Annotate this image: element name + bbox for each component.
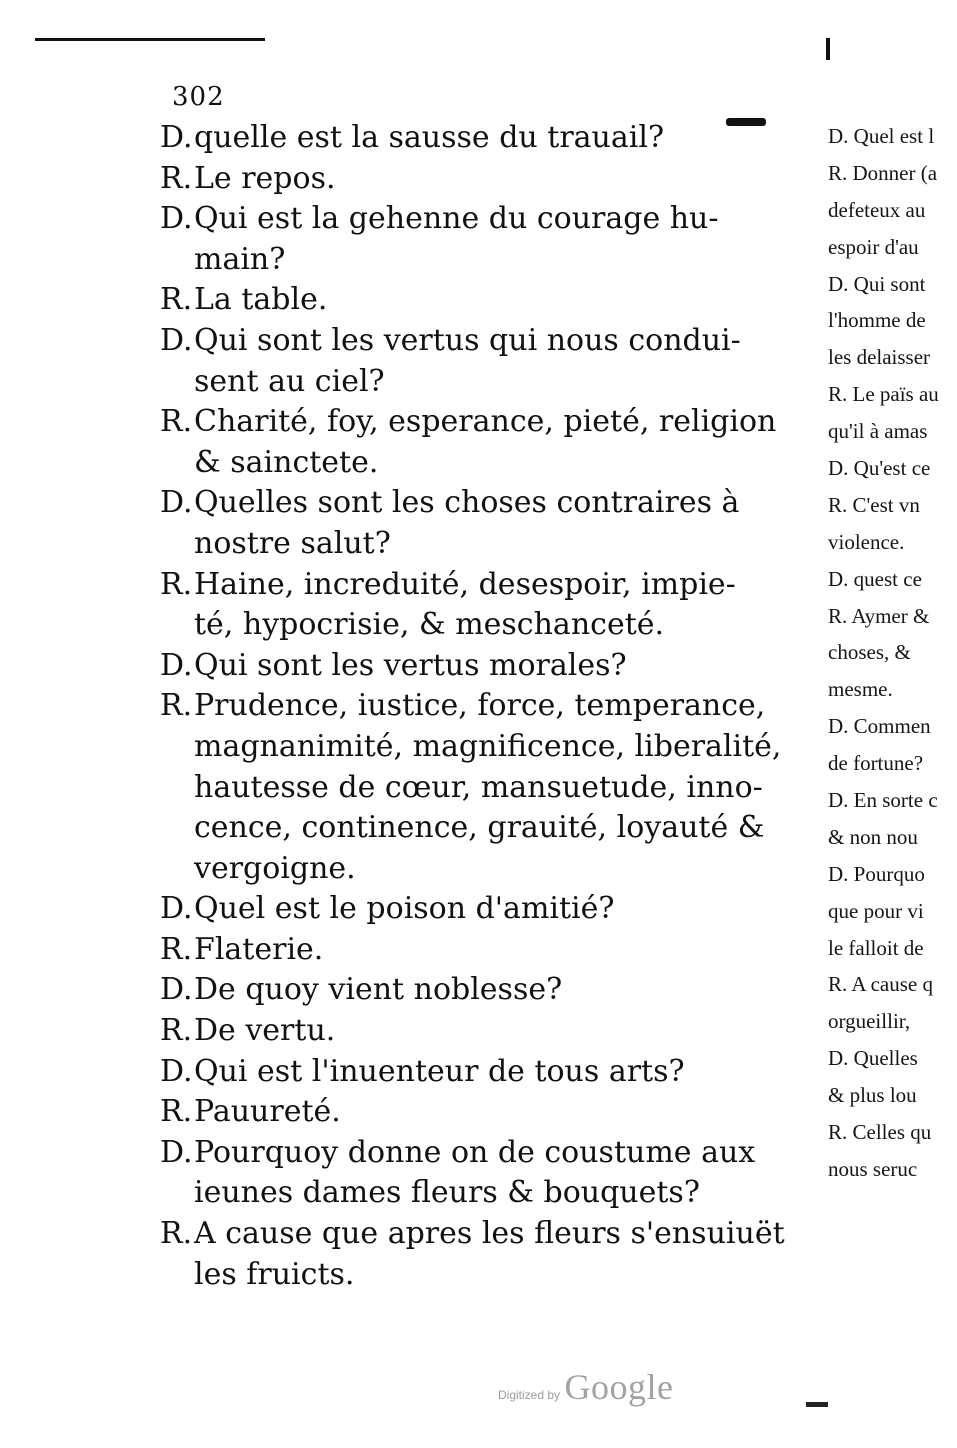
facing-fragment: & non nou <box>828 824 918 849</box>
facing-fragment: choses, & <box>828 640 911 665</box>
entry-line: vergoigne. <box>194 850 356 886</box>
facing-fragment: D. Qu'est ce <box>828 456 931 481</box>
facing-fragment: orgueillir, <box>828 1009 911 1034</box>
watermark-brand: Google <box>564 1367 674 1407</box>
entry-line: Qui sont les vertus morales? <box>194 647 627 683</box>
entry-17 <box>160 1133 790 1214</box>
corner-mark <box>806 1402 828 1407</box>
entry-6 <box>160 402 790 483</box>
facing-fragment: espoir d'au <box>828 234 919 259</box>
gutter-mark <box>826 38 830 60</box>
facing-fragment: R. Celles qu <box>828 1120 932 1145</box>
facing-fragment: & plus lou <box>828 1083 917 1108</box>
entry-1 <box>160 118 790 159</box>
entry-line: quelle est la sausse du trauail? <box>194 120 665 155</box>
entry-line: Qui sont les vertus qui nous condui- <box>194 322 741 358</box>
facing-fragment: R. Le païs au <box>828 382 939 407</box>
entry-line: cence, continence, grauité, loyauté & <box>194 810 765 846</box>
entry-line: magnanimité, magnificence, liberalité, <box>194 728 782 764</box>
entry-line: Quel est le poison d'amitié? <box>194 891 615 927</box>
digitized-watermark <box>498 1366 673 1408</box>
facing-fragment: de fortune? <box>828 751 924 776</box>
entry-15 <box>160 1052 790 1093</box>
entry-5 <box>160 321 790 402</box>
facing-fragment: violence. <box>828 529 905 554</box>
entry-line: sent au ciel? <box>194 363 385 399</box>
entry-line: Quelles sont les choses contraires à <box>194 485 740 521</box>
entry-line: A cause que apres les fleurs s'ensuiuët <box>194 1216 785 1252</box>
entry-label: R. <box>160 160 193 196</box>
facing-fragment: mesme. <box>828 677 893 702</box>
entry-3 <box>160 199 790 280</box>
entry-label: D. <box>160 1134 193 1170</box>
facing-fragment: D. Qui sont <box>828 271 926 296</box>
facing-fragment: defeteux au <box>828 197 926 222</box>
facing-fragment: D. En sorte c <box>828 788 938 813</box>
entry-label: R. <box>160 1094 193 1130</box>
facing-fragment: nous seruc <box>828 1156 918 1181</box>
facing-fragment: l'homme de <box>828 308 926 333</box>
entry-7 <box>160 483 790 564</box>
entry-label: R. <box>160 404 193 440</box>
facing-fragment: R. Aymer & <box>828 603 930 628</box>
facing-page-gutter <box>828 118 957 1318</box>
entry-line: nostre salut? <box>194 525 391 561</box>
facing-fragment: qu'il à amas <box>828 419 928 444</box>
facing-fragment: R. A cause q <box>828 972 933 997</box>
entry-line: Flaterie. <box>194 931 324 967</box>
facing-fragment: que pour vi <box>828 898 924 923</box>
entry-13 <box>160 970 790 1011</box>
entry-9 <box>160 646 790 687</box>
entry-line: De quoy vient noblesse? <box>194 972 563 1008</box>
entry-11 <box>160 889 790 930</box>
entry-4 <box>160 280 790 321</box>
facing-fragment: D. Quelles <box>828 1046 918 1071</box>
entry-8 <box>160 565 790 646</box>
entry-label: D. <box>160 120 193 155</box>
entry-label: D. <box>160 322 193 358</box>
entry-2 <box>160 159 790 200</box>
entry-line: Prudence, iustice, force, temperance, <box>194 688 766 724</box>
entry-label: R. <box>160 688 193 724</box>
main-text <box>160 118 790 1295</box>
facing-fragment: les delaisser <box>828 345 931 370</box>
top-rule <box>35 38 265 41</box>
entry-line: Qui est l'inuenteur de tous arts? <box>194 1053 685 1089</box>
entry-line: Qui est la gehenne du courage hu- <box>194 201 719 237</box>
entry-line: les fruicts. <box>194 1256 355 1292</box>
entry-line: Charité, foy, esperance, pieté, religion <box>194 404 777 440</box>
entry-label: D. <box>160 647 193 683</box>
facing-fragment: D. Quel est l <box>828 124 935 148</box>
entry-label: D. <box>160 201 193 237</box>
facing-fragment: R. Donner (a <box>828 160 938 185</box>
facing-fragment: D. Commen <box>828 714 931 739</box>
entry-10 <box>160 686 790 889</box>
entry-line: De vertu. <box>194 1013 336 1049</box>
entry-line: main? <box>194 241 286 277</box>
entry-18 <box>160 1214 790 1295</box>
entry-label: D. <box>160 1053 193 1089</box>
entry-label: D. <box>160 485 193 521</box>
entry-14 <box>160 1011 790 1052</box>
entry-line: Haine, increduité, desespoir, impie- <box>194 566 736 602</box>
entry-label: R. <box>160 1216 193 1252</box>
facing-fragment: le falloit de <box>828 935 924 960</box>
entry-label: R. <box>160 566 193 602</box>
entry-label: D. <box>160 891 193 927</box>
entry-line: & sainctete. <box>194 444 379 480</box>
page-number: 302 <box>172 82 225 112</box>
entry-16 <box>160 1092 790 1133</box>
entry-line: hautesse de cœur, mansuetude, inno- <box>194 769 763 805</box>
facing-fragment: D. quest ce <box>828 566 922 591</box>
entry-line: Pauureté. <box>194 1094 341 1130</box>
entry-line: ieunes dames fleurs & bouquets? <box>194 1175 700 1211</box>
entry-12 <box>160 930 790 971</box>
entry-label: R. <box>160 282 193 318</box>
entry-line: Le repos. <box>194 160 336 196</box>
entry-line: La table. <box>194 282 328 318</box>
watermark-prefix: Digitized by <box>498 1388 561 1402</box>
facing-fragment: D. Pourquo <box>828 861 925 886</box>
entry-label: R. <box>160 1013 193 1049</box>
facing-fragment: R. C'est vn <box>828 492 920 517</box>
entry-label: D. <box>160 972 193 1008</box>
entry-label: R. <box>160 931 193 967</box>
entry-line: té, hypocrisie, & meschanceté. <box>194 607 665 643</box>
entry-line: Pourquoy donne on de coustume aux <box>194 1134 756 1170</box>
